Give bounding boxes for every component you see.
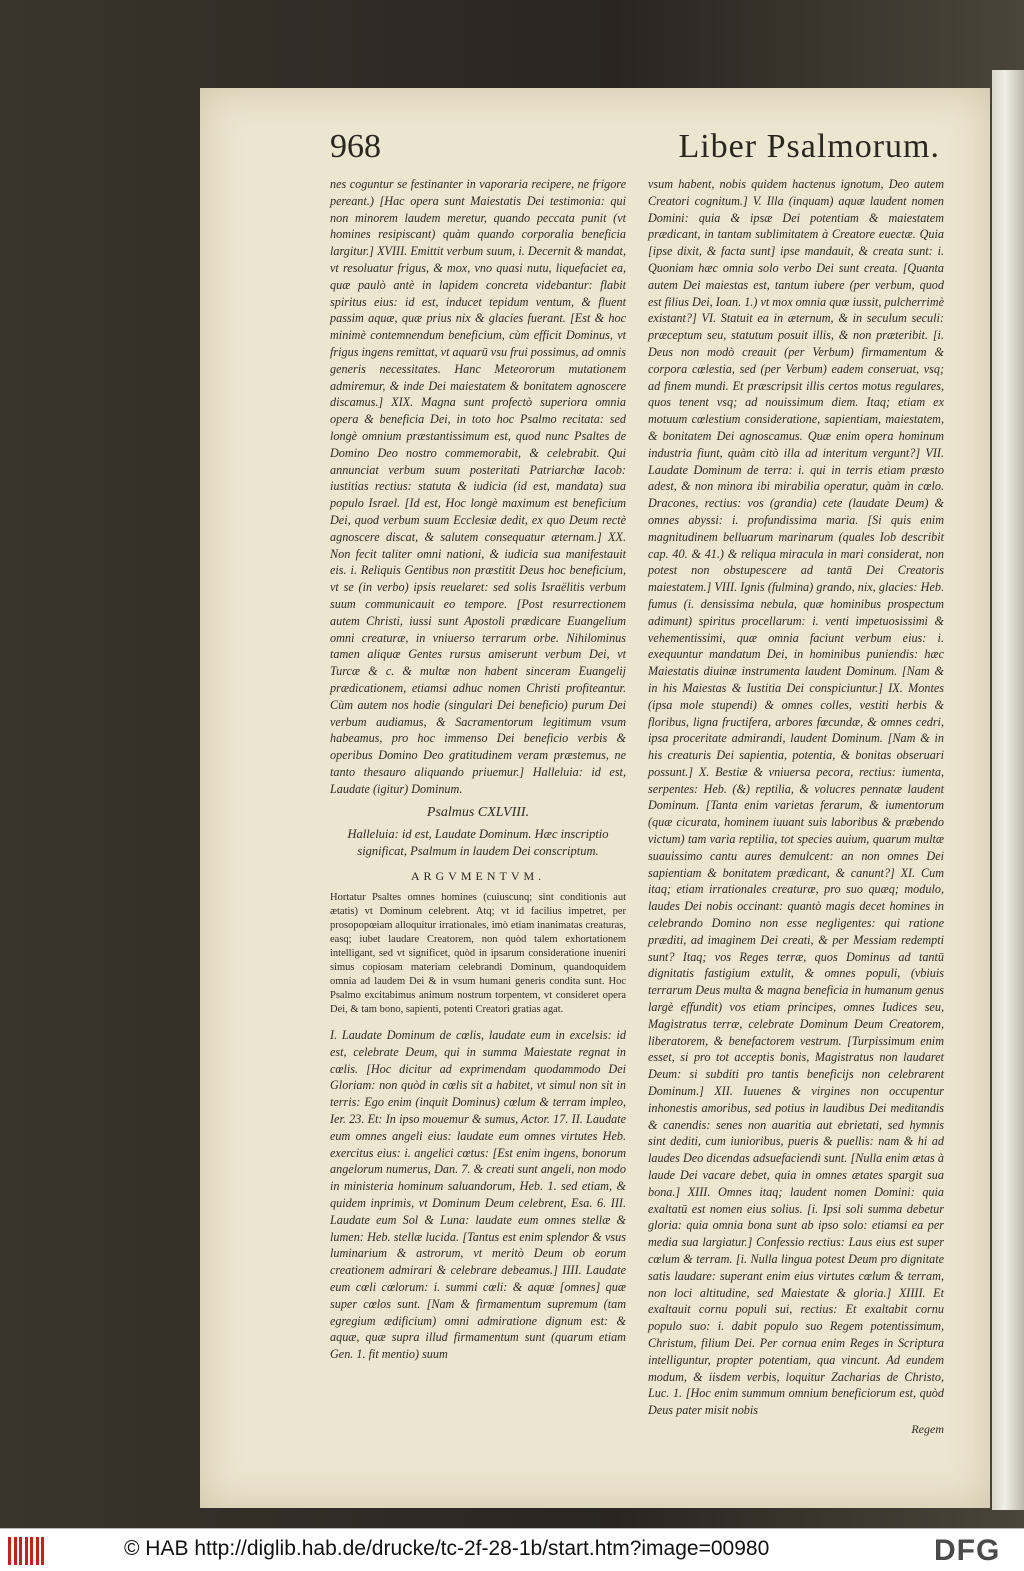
right-column bbox=[648, 176, 944, 1438]
adjacent-page-edge bbox=[992, 70, 1024, 1510]
left-text-bottom: I. Laudate Dominum de cœlis, laudate eum in excelsis: id est, celebrate Deum, qui in summa Maiestate regnat in cœlis. [Hoc dicitur ad exprimendam quodammodo Dei Gloriam: non quòd in cœlis sit a habitet, vt simul non sit in terris: Ego enim (inquit Dominus) cœlum & terram impleo, Ier. 23. Et: In ipso mouemur & sumus, Actor. 17. II. Laudate eum omnes angeli eius: laudate eum omnes virtutes Heb. exercitus eius: i. angelici cœtus: [Est enim ingens, bonorum angelorum numerus, Dan. 7. & creati sunt angeli, non modo in ministeria hominum saluandorum, Heb. 1. sed etiam, & quidem inprimis, vt Dominum Deum celebrent, Esa. 6. III. Laudate eum Sol & Luna: laudate eum omnes stellæ & lumen: Heb. stellæ lucida. [Tantus est enim splendor & vsus luminarium & astrorum, vt meritò Deum ob eorum creationem admirari & celebrare debeamus.] IIII. Laudate eum cœli cœlorum: i. summi cœli: & aquæ [omnes] quæ super cœlos sunt. [Nam & firmamentum supremum (tam egregium ædificium) omni admiratione dignum est: & aquæ, quæ supra illud firmamentum sunt (quarum etiam Gen. 1. fit mentio) suum bbox=[330, 1028, 626, 1362]
page-header bbox=[330, 128, 940, 176]
psalm-inscription: Halleluia: id est, Laudate Dominum. Hæc inscriptio significat, Psalmum in laudem Dei conscriptum. bbox=[347, 827, 609, 859]
right-text: vsum habent, nobis quidem hactenus ignotum, Deo autem Creatori cognitum.] V. Illa (inquam) aquæ laudent nomen Domini: quia & ipsæ Dei potentiam & maiestatem prædicant, in tantam sublimitatem à Creatore euectæ. Quia [ipse dixit, & facta sunt] ipse mandauit, & creata sunt: i. Quoniam hæc omnia solo verbo Dei sunt creata. [Quanta autem Dei maiestas est, tantum iubere (per verbum, quod est filius Dei, Ioan. 1.) vt mox omnia quæ iussit, pulcherrimè existant?] VI. Statuit ea in æternum, & in seculum seculi: præceptum seu, statutum posuit illis, & non præteribit. [i. Deus non modò creauit (per Verbum) firmamentum & corpora cœlestia, sed (per Verbum) eadem conseruat, vsq; ad finem mundi. Et præscripsit illis certos motus regulares, quos tenent vsq; ad nouissimum diem. Itaq; etiam ex motuum cœlestium consideratione, sapientiam, maiestatem, & bonitatem Dei agnoscamus. Quæ enim opera hominum industria fiunt, quàm citò illa ad interitum vergunt?] VII. Laudate Dominum de terra: i. qui in terris etiam præsto adest, & non minora ibi mirabilia operatur, quàm in cœlo. Dracones, rectius: vos (grandia) cete (laudate Deum) & omnes abyssi: i. profundissima maria. [Si quis enim magnitudinem belluarum marinarum (quales Iob describit cap. 40. & 41.) & reliqua miracula in mari considerat, non potest non obstupescere ad tantā Dei Creatoris maiestatem.] VIII. Ignis (fulmina) grando, nix, glacies: Heb. fumus (i. densissima nebula, quæ hominibus prospectum adimunt) spiritus procellarum: i. venti impetuosissimi & vehementissimi, quæ omnia faciunt verbum eius: i. exequuntur mandatum Dei, in hominibus puniendis: hæc Maiestatis diuinæ instrumenta laudent Dominum. [Nam & in his Maiestas & Iustitia Dei conspiciuntur.] IX. Montes (ipsa mole stupendi) & omnes colles, vestiti herbis & floribus, ligna fructifera, arbores fœcundæ, & omnes cedri, ipsa proceritate admirandi, laudent Dominum. [Nam & in his creaturis Dei sapientia, potentia, & bonitas obseruari possunt.] X. Bestiæ & vniuersa pecora, rectius: iumenta, serpentes: Heb. (&) reptilia, & volucres pennatæ laudent Dominum. [Tanta enim varietas ferarum, & iumentorum (quæ cicurata, hominem iuuant suis laboribus & præbendo victum) tam varia reptilia, tot species auium, quarum multæ suauissimo cantu aures demulcent: an non omnes Dei sapientiam & bonitatem prædicant, & canunt?] XI. Cum itaq; etiam irrationales creaturæ, pro suo quæq; modulo, laudes Dei nobis occinant: quantò magis decet homines in celebrando Domino non esse negligentes: qui ratione præditi, ad imaginem Dei creati, & per Messiam redempti sunt? Itaq; vos Reges terræ, quos Dominus ad tantū dignitatis fastigium extulit, & omnes populi, (vbiuis terrarum Deus multa & magna beneficia in humanum genus largè effundit) vos etiam principes, omnes Iudices seu, Magistratus terræ, celebrate Dominum Deum Creatorem, liberatorem, & benefactorem vestrum. [Turpissimum enim esset, si pro tot acceptis bonis, Magistratus non laudaret Deum: si subditi pro tantis beneficijs non celebrarent Dominum.] XII. Iuuenes & virgines non occupentur inhonestis amoribus, sed potius in laudibus Dei meditandis & canendis: senes non auaritia aut ebrietati, sed hymnis sint dediti, cum iunioribus, pueris & puellis: nam & hi ad laudes Deo dicendas adsuefaciendi sunt. [Nulla enim ætas à laude Dei vacare debet, quia in omnes ætates spargit sua bona.] XIII. Omnes itaq; laudent nomen Domini: quia exaltatū est nomen eius solius. [i. Ipsi soli summa debetur gloria: quia omnia bona sunt ab ipso solo: etiamsi ea per media sua largiatur.] Confessio rectius: Laus eius est super cœlum & terram. [i. Nulla lingua potest Deum pro dignitate satis laudare: superant enim eius virtutes cœlum & terram, non loci altitudine, sed Maiestate & gloria.] XIIII. Et exaltauit cornu populi sui, rectius: Et exaltabit cornu populo suo: i. dabit populo suo Regem potentissimum, Christum, filium Dei. Per cornua enim Reges in Scriptura intelliguntur, propter potentiam, qua vincunt. Ad eundem modum, & iisdem verbis, loquitur Zacharias de Christo, Luc. 1. [Hoc enim summum omnium beneficiorum est, quòd Deus pater misit nobis bbox=[648, 177, 944, 1418]
source-link[interactable]: © HAB http://diglib.hab.de/drucke/tc-2f-28-1b/start.htm?image=00980 bbox=[124, 1537, 770, 1560]
book-page bbox=[200, 88, 990, 1508]
hab-barcode-icon bbox=[8, 1537, 48, 1565]
running-title: Liber Psalmorum. bbox=[678, 128, 940, 165]
left-text-top: nes coguntur se festinanter in vaporaria recipere, ne frigore pereant.) [Hac opera sunt Maiestatis Dei testimonia: qui non minorem laudem meretur, quando peccata punit (vt homines resipiscant) quàm quando corporalia beneficia largitur.] XVIII. Emittit verbum suum, i. Decernit & mandat, vt resoluatur frigus, & mox, vno quasi nutu, liquefaciet ea, quæ paulò antè in lapidem concreta videbantur: flabit spiritus eius: id est, inducet tepidum ventum, & fluent passim aquæ, quæ prius nix & glacies fuerant. [Est & hoc minimè contemnendum beneficium, cùm efficit Dominus, vt frigus ingens remittat, vt aquarū vsu frui possimus, ad omnis generis necessitates. Hanc Meteororum mutationem admiremur, & inde Dei maiestatem & bonitatem agnoscere discamus.] XIX. Magna sunt profectò superiora omnia opera & beneficia Dei, in toto hoc Psalmo recitata: sed longè omnium præstantissimum est, quod nunc Psaltes de Domino Deo nostro commemorabit, & celebrabit. Qui annunciat verbum suum posteritati Patriarchæ Iacob: iustitias rectius: statuta & iudicia (id est, mandata) sua populo Israel. [Id est, Hoc longè maximum est beneficium Dei, quod verbum suum Ecclesiæ dedit, ex quo Deum rectè agnoscere discat, & salutem consequatur æternam.] XX. Non fecit taliter omni nationi, & iudicia sua manifestauit eis. i. Reliquis Gentibus non præstitit Deus hoc beneficium, vt se (in verbo) ipsis reuelaret: sed solis Israëlitis verbum suum communicauit eo tempore. [Post resurrectionem autem Christi, iussi sunt Apostoli prædicare Euangelium omni creaturæ, in vniuerso terrarum orbe. Nihilominus tamen aliquæ Gentes rursus amiserunt verbum Dei, vt Turcæ & c. & multæ non habent sinceram Euangelij prædicationem, etiamsi adhuc nomen Christi profiteantur. Cùm autem nos hodie (singulari Dei beneficio) purum Dei verbum audiamus, & Sacramentorum legitimum vsum habeamus, pro hoc immenso Dei beneficio verbis & operibus Domino Deo gratitudinem veram præstemus, ne tanto thesauro aliquando priuemur.] Halleluia: id est, Laudate (igitur) Dominum. bbox=[330, 177, 626, 796]
dfg-logo: DFG bbox=[934, 1534, 1001, 1567]
viewer-footer bbox=[0, 1528, 1024, 1571]
left-column bbox=[330, 176, 626, 1363]
argument-text: Hortatur Psaltes omnes homines (cuiuscunq; sint conditionis aut ætatis) vt Dominum celebrent. Atq; vt id facilius impetret, per prosopopœiam alloquitur irrationales, imò etiam inanimatas creaturas, easq; iubet laudare Creatorem, non quòd talem exhortationem intelligant, sed vt significet, quòd in ipsarum consideratione inueniri simus copiosam materiam celebrandi Dominum, quandoquidem omnia ad laudem Dei & in vsum humani generis condita sunt. Hoc Psalmo excitabimus animum nostrum torpentem, vt consideret opera Dei, & tam bono, sapienti, potenti Creatori gratias agat. bbox=[330, 892, 626, 1016]
psalm-heading: Psalmus CXLVIII. bbox=[426, 805, 530, 821]
page-number: 968 bbox=[330, 128, 381, 165]
catchword: Regem bbox=[911, 1421, 944, 1436]
argument-heading: ARGVMENTVM. bbox=[410, 869, 546, 884]
